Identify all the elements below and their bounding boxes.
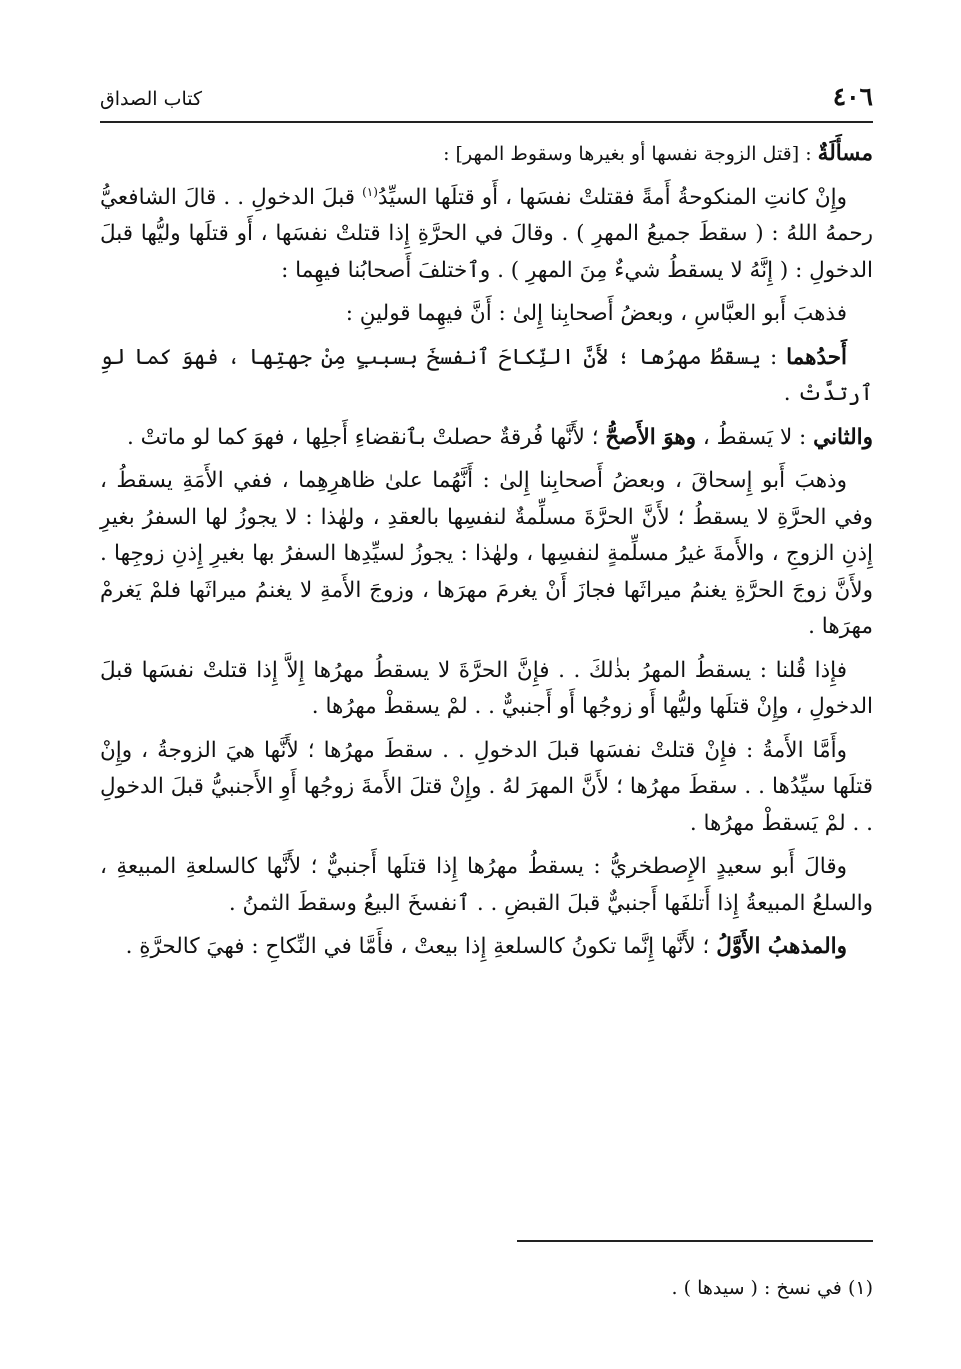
body-text [100, 136, 873, 973]
paragraph-1 [100, 180, 873, 290]
running-title: كتاب الصداق [100, 88, 203, 110]
paragraph-9-text: ؛ لأَنَّها إِنَّما تكونُ كالسلعةِ إِذا بيعتْ ، فأَمَّا في النِّكاحِ : فهيَ كالحرَّةِ . [125, 934, 717, 959]
paragraph-4-part-b: ؛ لأَنَّها فُرقةٌ حصلتْ بٱنقضاءِ أَجلِها ، فهوَ كما لو ماتتْ . [127, 424, 606, 450]
footnote-marker: (١) [847, 1277, 873, 1299]
paragraph-4 [100, 420, 873, 457]
paragraph-6: فإِذا قُلنا : يسقطُ المهرُ بذٰلكَ . . فإِنَّ الحرَّةَ لا يسقطُ مهرُها إِلاَّ إِذا قتلتْ نفسَها قبلَ الدخولِ ، وإِنْ قتلَها وليُّها أَو زوجُها أَو أَجنبيٌّ . . لمْ يسقطْ مهرُها . [100, 657, 873, 719]
section-heading [100, 136, 873, 173]
paragraph-1-part-a: وإِنْ كانتِ المنكوحةُ أَمةً فقتلتْ نفسَها ، أَو قتلَها السيِّدُ [377, 184, 848, 210]
paragraph-3-text: : يسقطُ مهرُها ؛ لأَنَّ النِّكاحَ ٱنفسخَ بسببٍ مِنْ جهتِها ، فهوَ كما لوِ ٱرتدَّتْ . [100, 344, 873, 406]
footnote-text: في نسخ : ( سيدها ) . [671, 1277, 848, 1299]
header-divider [100, 121, 873, 123]
paragraph-8: وقالَ أَبو سعيدٍ الإِصطخريُّ : يسقطُ مهرُها إِذا قتلَها أَجنبيٌّ ؛ لأَنَّها كالسلعةِ المبيعةِ ، والسلعُ المبيعةُ إِذا أَتلفَها أَجنبيٌّ قبلَ القبضِ . . ٱنفسخَ البيعُ وسقطَ الثمنُ . [100, 854, 873, 916]
footnote-divider [517, 1240, 873, 1242]
footnote-reference: (١) [362, 184, 378, 199]
paragraph-9 [100, 929, 873, 966]
paragraph-4-part-a: : لا يَسقطُ ، [696, 424, 814, 450]
paragraph-3 [100, 340, 873, 413]
page-header [100, 82, 873, 116]
paragraph-5: وذهبَ أَبو إِسحاقَ ، وبعضُ أَصحابِنا إِلىٰ : أَنَّهُما علىٰ ظاهرِهِما ، ففي الأَمَةِ يسقطُ ، وفي الحرَّةِ لا يسقطُ ؛ لأَنَّ الحرَّةَ مسلِّمةٌ لنفسِها بالعقدِ ، ولهٰذا : لا يجوزُ لها السفرُ بغيرِ إِذنِ الزوجِ ، والأَمةَ غيرُ مسلِّمةٍ لنفسِها ، ولهٰذا : يجوزُ لسيِّدِها السفرُ بها بغيرِ إِذنِ زوجِها . ولأَنَّ زوجَ الحرَّةِ يغنمُ ميراثَها فجازَ أَنْ يغرمَ مهرَها ، وزوجَ الأَمةِ لا يغنمُ ميراثَها فلمْ يَغرمْ مهرَها . [100, 468, 873, 639]
heading-label: مسأَلَةٌ [817, 141, 873, 166]
page-number: ٤٠٦ [832, 82, 873, 111]
paragraph-3-label: أَحدُهما [786, 344, 847, 370]
heading-text: : [قتل الزوجة نفسها أو بغيرها وسقوط المهر] : [443, 143, 818, 165]
paragraph-2: فذهبَ أَبو العبَّاسِ ، وبعضُ أَصحابِنا إِلىٰ : أَنَّ فيهِما قولينِ : [345, 301, 847, 326]
paragraph-7: وأَمَّا الأَمةُ : فإِنْ قتلتْ نفسَها قبلَ الدخولِ . . سقطَ مهرُها ؛ لأَنَّها هيَ الزوجةُ ، وإِنْ قتلَها سيِّدُها . . سقطَ مهرُها ؛ لأَنَّ المهرَ لهُ . وإِنْ قتلَ الأَمةَ زوجُها أَوِ الأَجنبيُّ قبلَ الدخولِ . . لمْ يَسقطْ مهرُها . [100, 737, 873, 836]
paragraph-9-label: والمذهبُ الأَوَّلُ [716, 934, 847, 959]
paragraph-4-label: والثاني [813, 424, 873, 450]
paragraph-1-part-b: قبلَ الدخولِ . . قالَ الشافعيُّ رحمهُ اللهُ : ( سقطَ جميعُ المهرِ ) . وقالَ في الحرَّةِ إِذا قتلتْ نفسَها ، أَو قتلَها وليُّها قبلَ الدخولِ : ( إِنَّهُ لا يسقطُ شيءٌ مِنَ المهرِ ) . وٱختلفَ أَصحابُنا فيهِما : [100, 184, 873, 283]
paragraph-4-emphasis: وهوَ الأَصحُّ [605, 424, 697, 450]
footnote [100, 1274, 873, 1302]
